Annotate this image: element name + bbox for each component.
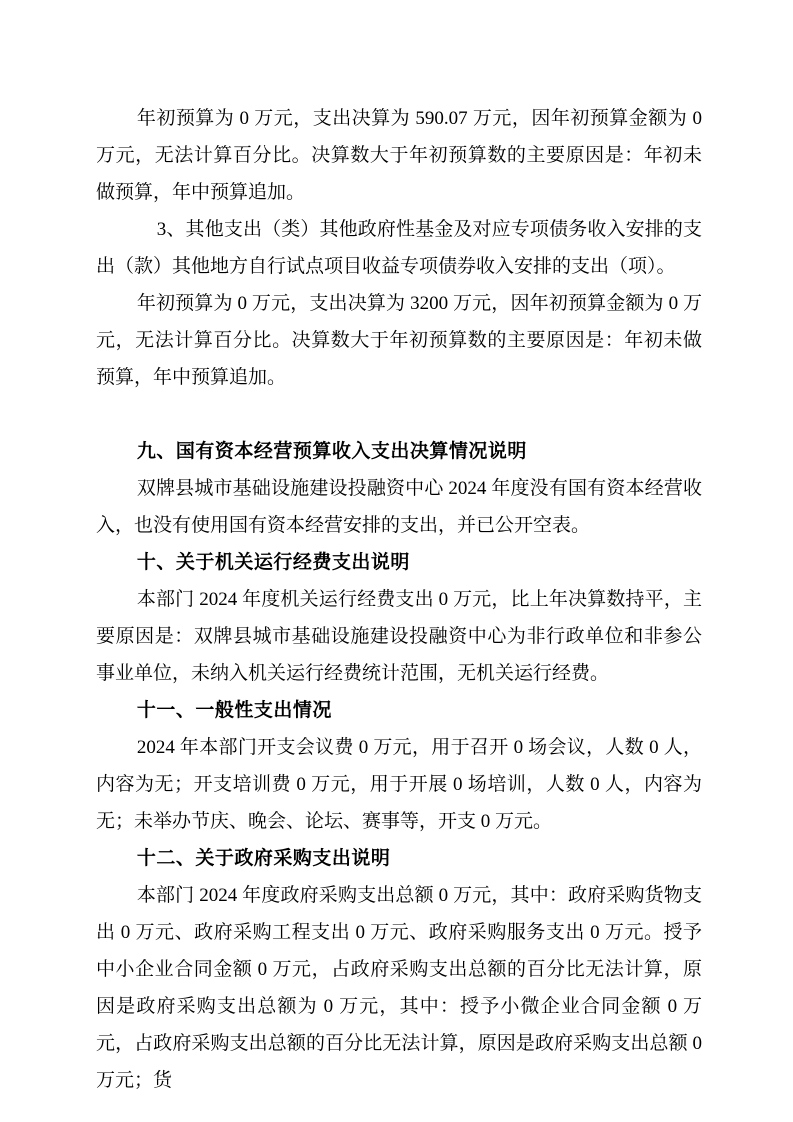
paragraph-spacer — [96, 396, 702, 433]
section-heading: 九、国有资本经营预算收入支出决算情况说明 — [136, 441, 527, 462]
body-paragraph: 2024 年本部门开支会议费 0 万元，用于召开 0 场会议，人数 0 人，内容为无；开支培训费 0 万元，用于开展 0 场培训，人数 0 人，内容为无；未举办节庆、晚会、论坛、赛事等，开支 0 万元。 — [96, 737, 702, 832]
document-body — [96, 100, 702, 1099]
section-heading: 十、关于机关运行经费支出说明 — [136, 552, 410, 573]
section-heading: 十二、关于政府采购支出说明 — [136, 848, 391, 869]
body-paragraph: 本部门 2024 年度政府采购支出总额 0 万元，其中：政府采购货物支出 0 万元、政府采购工程支出 0 万元、政府采购服务支出 0 万元。授予中小企业合同金额 0 万元，占政府采购支出总额的百分比无法计算，原因是政府采购支出总额为 0 万元，其中：授予小微企业合同金额 0 万元，占政府采购支出总额的百分比无法计算，原因是政府采购支出总额 0 万元；货 — [96, 885, 702, 1091]
body-paragraph: 年初预算为 0 万元，支出决算为 590.07 万元，因年初预算金额为 0 万元，无法计算百分比。决算数大于年初预算数的主要原因是：年初未做预算，年中预算追加。 — [96, 108, 702, 203]
body-paragraph: 本部门 2024 年度机关运行经费支出 0 万元，比上年决算数持平，主要原因是：双牌县城市基础设施建设投融资中心为非行政单位和非参公事业单位，未纳入机关运行经费统计范围，无机关运行经费。 — [96, 589, 702, 684]
body-paragraph: 年初预算为 0 万元，支出决算为 3200 万元，因年初预算金额为 0 万元，无法计算百分比。决算数大于年初预算数的主要原因是：年初未做预算，年中预算追加。 — [96, 293, 702, 388]
body-paragraph: 3、其他支出（类）其他政府性基金及对应专项债务收入安排的支出（款）其他地方自行试点项目收益专项债券收入安排的支出（项）。 — [96, 219, 702, 277]
body-paragraph: 双牌县城市基础设施建设投融资中心 2024 年度没有国有资本经营收入，也没有使用国有资本经营安排的支出，并已公开空表。 — [96, 478, 702, 536]
section-heading: 十一、一般性支出情况 — [136, 700, 332, 721]
